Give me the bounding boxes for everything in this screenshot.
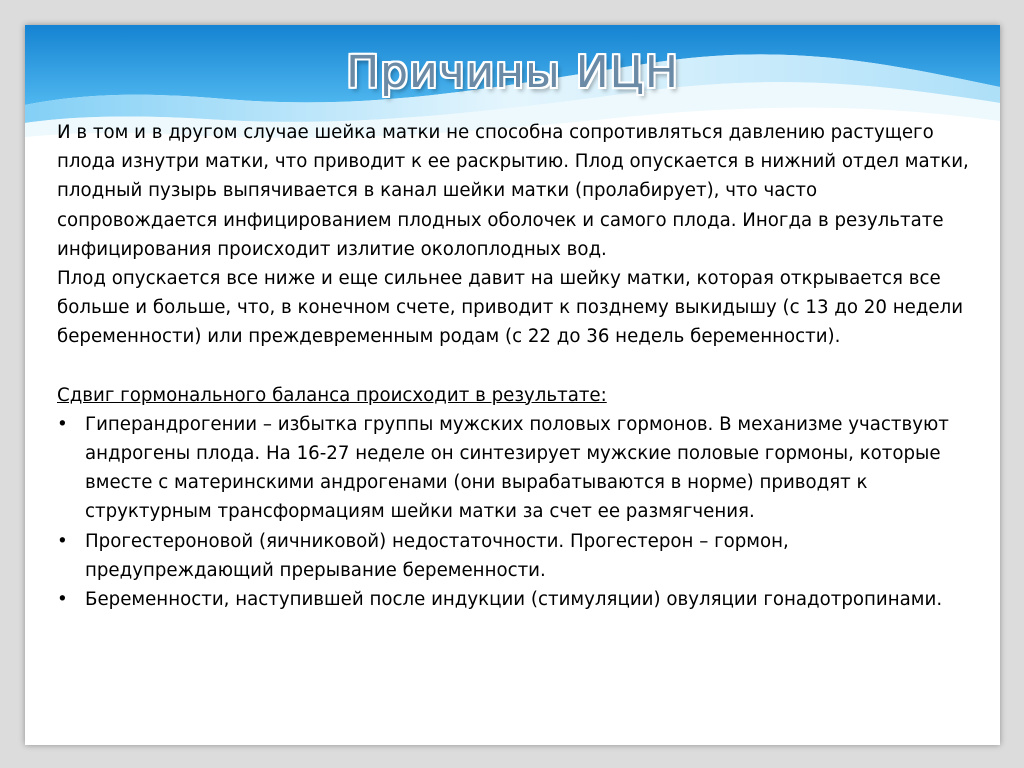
bullet-text: Беременности, наступившей после индукции (стимуляции) овуляции гонадотропинами.: [85, 589, 943, 611]
slide: [25, 25, 1000, 745]
subheading: Сдвиг гормонального баланса происходит в результате:: [57, 384, 607, 406]
list-item: [57, 527, 977, 585]
bullet-text: Прогестероновой (яичниковой) недостаточности. Прогестерон – гормон, предупреждающий прерывание беременности.: [85, 530, 789, 581]
paragraph-2: Плод опускается все ниже и еще сильнее давит на шейку матки, которая открывается все больше и больше, что, в конечном счете, приводит к позднему выкидышу (с 13 до 20 недели беременности) или преждевременным родам (с 22 до 36 недель беременности).: [57, 268, 964, 348]
bullet-glyph: •: [57, 413, 68, 435]
bullet-glyph: •: [57, 530, 68, 552]
slide-body: [57, 118, 977, 614]
paragraph-1: И в том и в другом случае шейка матки не способна сопротивляться давлению растущего плода изнутри матки, что приводит к ее раскрытию. Плод опускается в нижний отдел матки, плодный пузырь выпячивается в канал шейки матки (пролабирует), что часто сопровождается инфицированием плодных оболочек и самого плода. Иногда в результате инфицирования происходит излитие околоплодных вод.: [57, 122, 969, 260]
bullet-list: [57, 410, 977, 614]
spacer: [57, 352, 977, 381]
bullet-text: Гиперандрогении – избытка группы мужских половых гормонов. В механизме участвуют андрогены плода. На 16-27 неделе он синтезирует мужские половые гормоны, которые вместе с материнскими андрогенами (они вырабатываются в норме) приводят к структурным трансформациям шейки матки за счет ее размягчения.: [85, 413, 949, 523]
bullet-glyph: •: [57, 589, 68, 611]
list-item: [57, 585, 977, 614]
list-item: [57, 410, 977, 527]
slide-title: Причины ИЦН: [346, 47, 679, 98]
